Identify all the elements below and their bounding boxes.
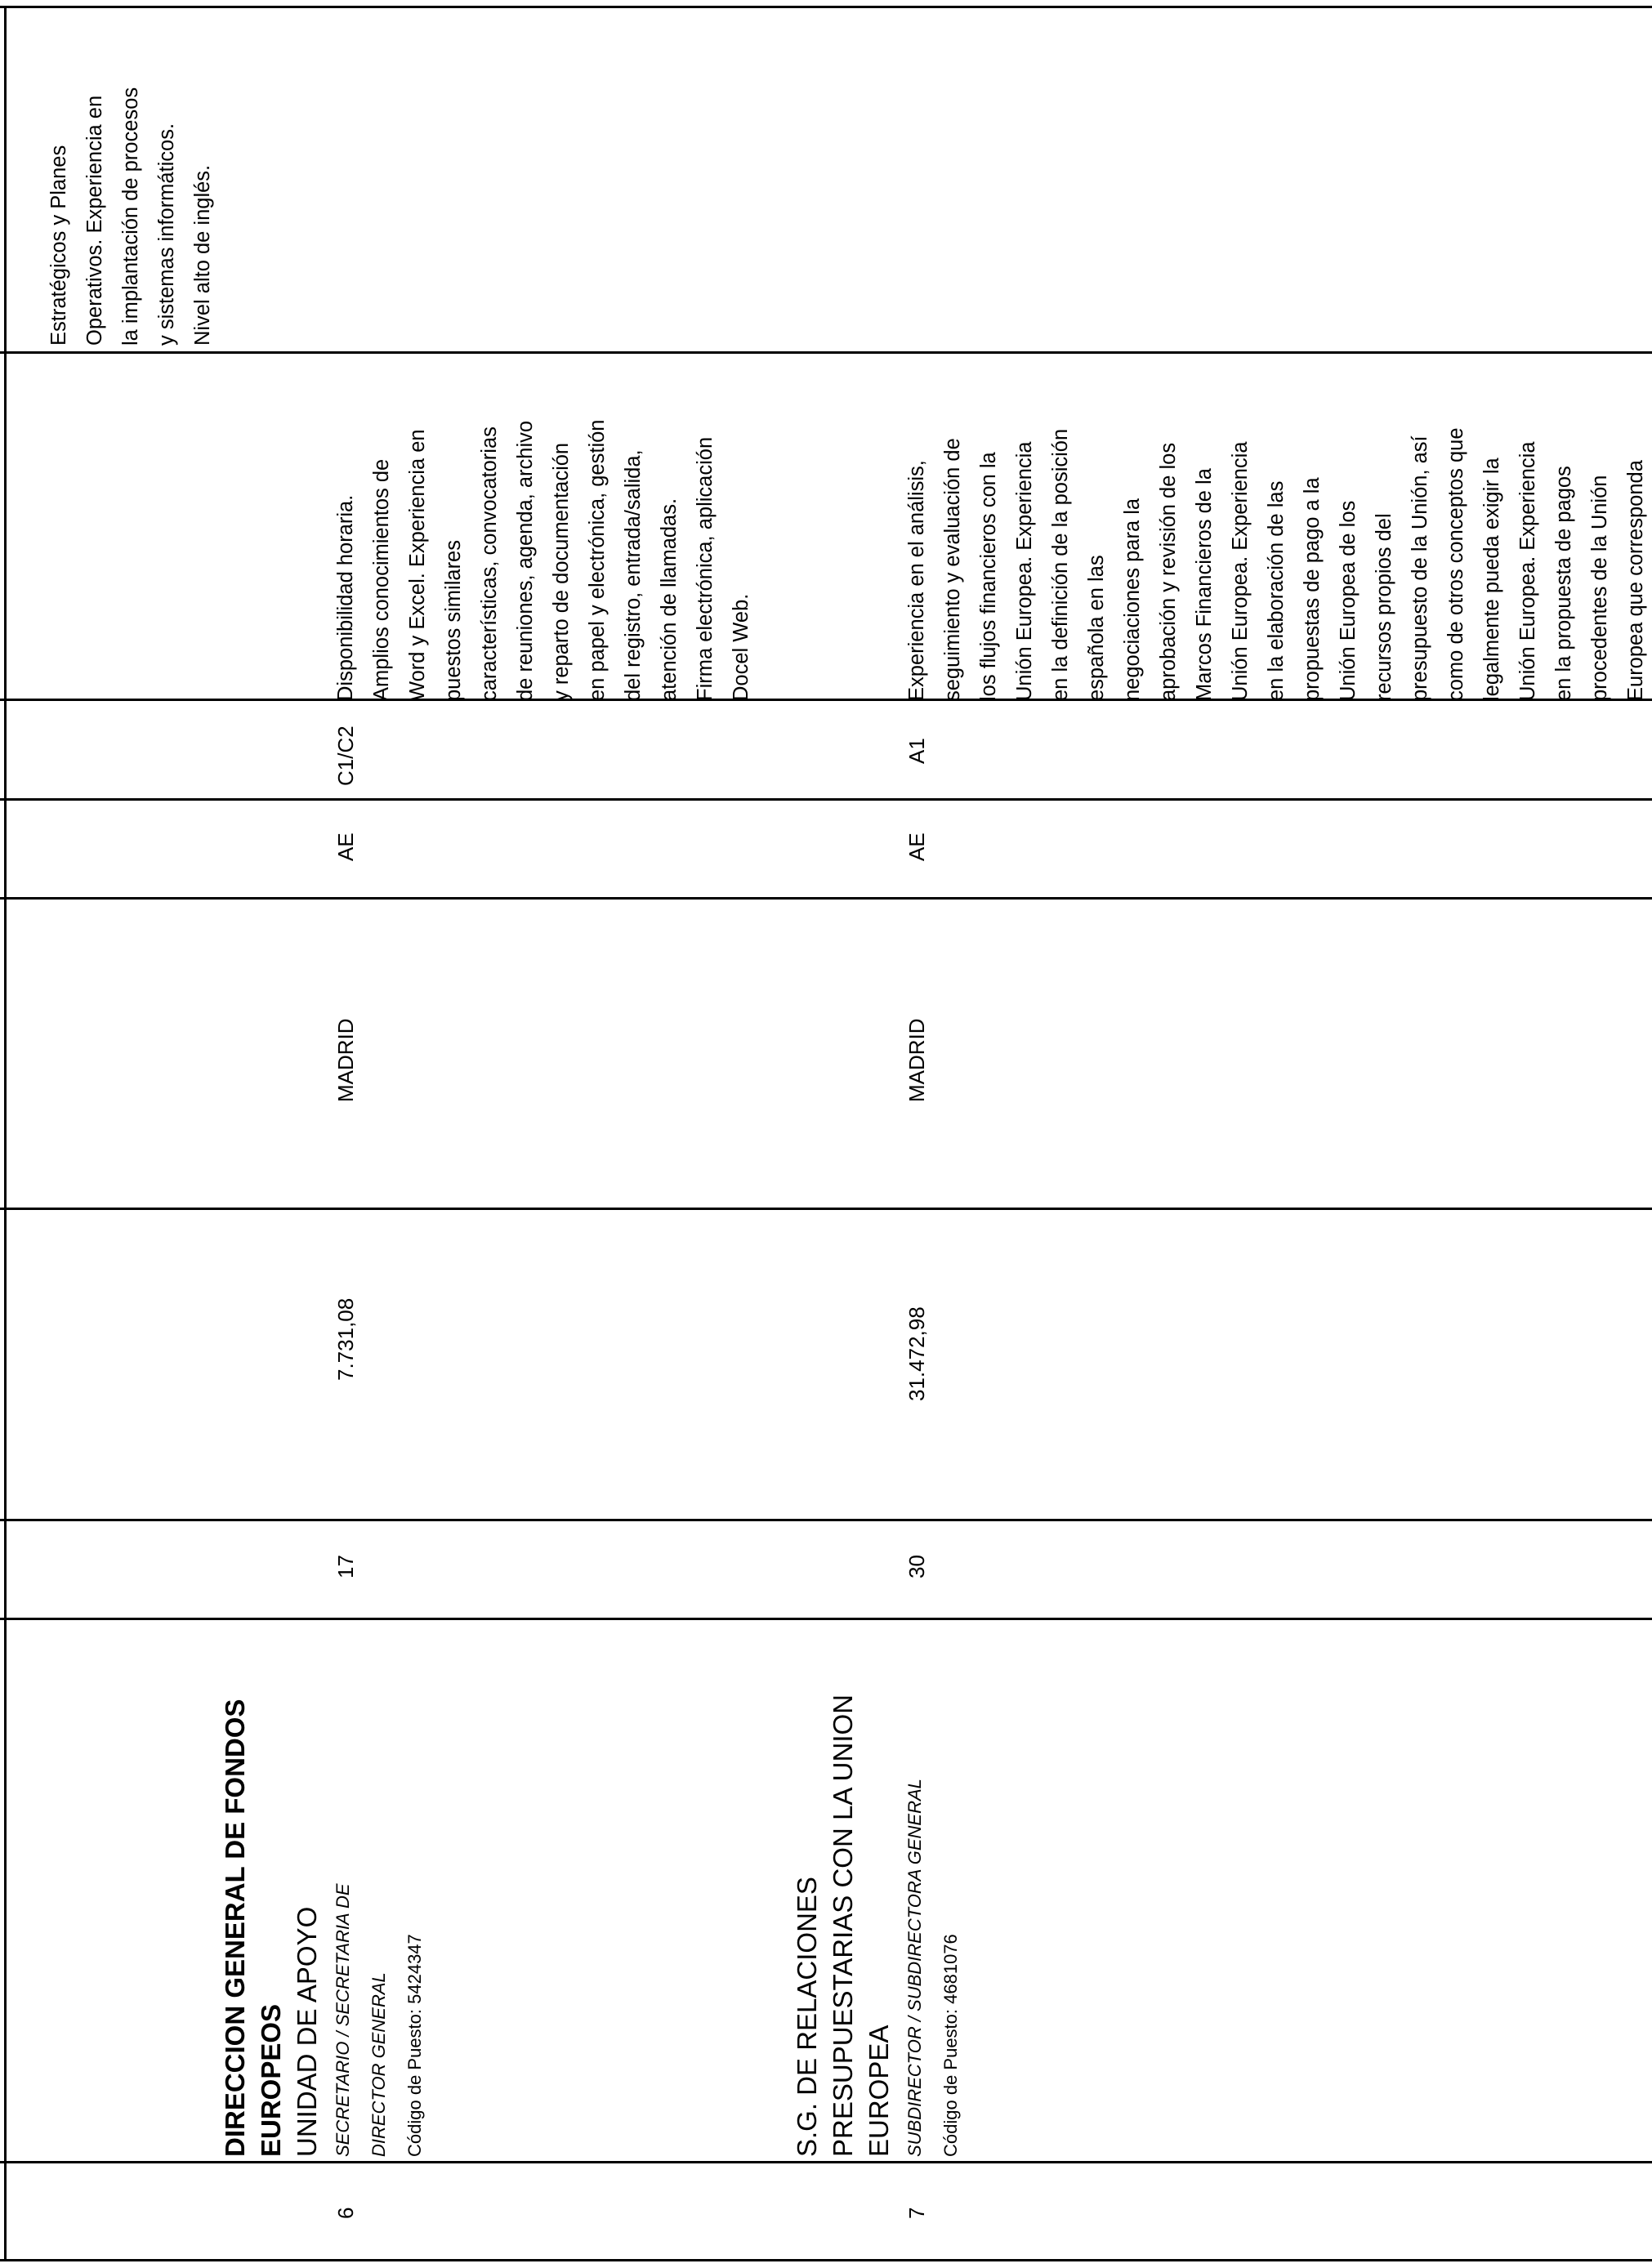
location-value: MADRID xyxy=(904,1018,929,1102)
position-title: SUBDIRECTOR / SUBDIRECTORA GENERAL xyxy=(904,1779,925,2157)
admin-value: AE xyxy=(333,833,358,861)
column-divider xyxy=(0,1618,1652,1620)
requirements-text: Experiencia en el análisis, seguimiento y evaluación de los flujos financieros con la Unión Europea. Experiencia en la definición de la posición española en las negociaciones para la aprobación y revisión de los Marcos Financieros de la Unión Europea. Experiencia en la elaboración de las propuestas de pago a la Unión Europea de los recursos propios del presupuesto de la Unión, así como de otros conceptos que legalmente pueda exigir la Unión Europea. Experiencia en la propuesta de pagos procedentes de la Unión Europea que corresponda xyxy=(905,427,1647,701)
position-title: SECRETARIO / SECRETARIA DE xyxy=(333,1883,353,2157)
unit-title: UNIDAD DE APOYO xyxy=(292,1906,322,2157)
admin-value: AE xyxy=(904,833,929,861)
position-cell xyxy=(217,1699,433,2157)
location-value: MADRID xyxy=(333,1018,358,1102)
prev-requirements-text: Estratégicos y Planes Operativos. Experiencia en la implantación de procesos y sistemas informáticos. Nivel alto de inglés. xyxy=(47,87,214,346)
table-bottom-border xyxy=(0,2259,1652,2261)
column-divider xyxy=(0,2161,1652,2163)
column-divider xyxy=(0,798,1652,801)
specific-complement-value: 31.472,98 xyxy=(904,1306,929,1401)
group-value: C1/C2 xyxy=(333,725,358,786)
table-top-border xyxy=(0,6,1652,8)
position-cell xyxy=(789,1694,969,2157)
column-divider xyxy=(0,1208,1652,1210)
specific-complement-value: 7.731,08 xyxy=(333,1297,358,1381)
directorate-title: DIRECCION GENERAL DE FONDOS xyxy=(220,1699,250,2157)
row-number: 6 xyxy=(333,2207,358,2219)
column-divider xyxy=(0,351,1652,354)
group-value: A1 xyxy=(904,738,929,764)
table-left-border xyxy=(4,6,7,2259)
unit-title: S.G. DE RELACIONES xyxy=(792,1877,822,2157)
requirements-text: Disponibilidad horaria. Amplios conocimientos de Word y Excel. Experiencia en puestos similares características, convocatorias de reuniones, agenda, archivo y reparto de documentación en papel y electrónica, gestión del registro, entrada/salida, atención de llamadas. Firma electrónica, aplicación Docel Web. xyxy=(334,419,752,701)
position-code: Código de Puesto: 4681076 xyxy=(940,1934,961,2157)
level-value: 17 xyxy=(333,1555,358,1578)
position-title: DIRECTOR GENERAL xyxy=(368,1972,389,2157)
column-divider xyxy=(0,897,1652,900)
column-divider xyxy=(0,1519,1652,1521)
unit-title: PRESUPUESTARIAS CON LA UNION xyxy=(828,1694,858,2157)
row-number: 7 xyxy=(904,2207,929,2219)
directorate-title: EUROPEOS xyxy=(256,2003,286,2157)
level-value: 30 xyxy=(904,1555,929,1578)
unit-title: EUROPEA xyxy=(864,2025,894,2157)
position-code: Código de Puesto: 5424347 xyxy=(404,1934,425,2157)
